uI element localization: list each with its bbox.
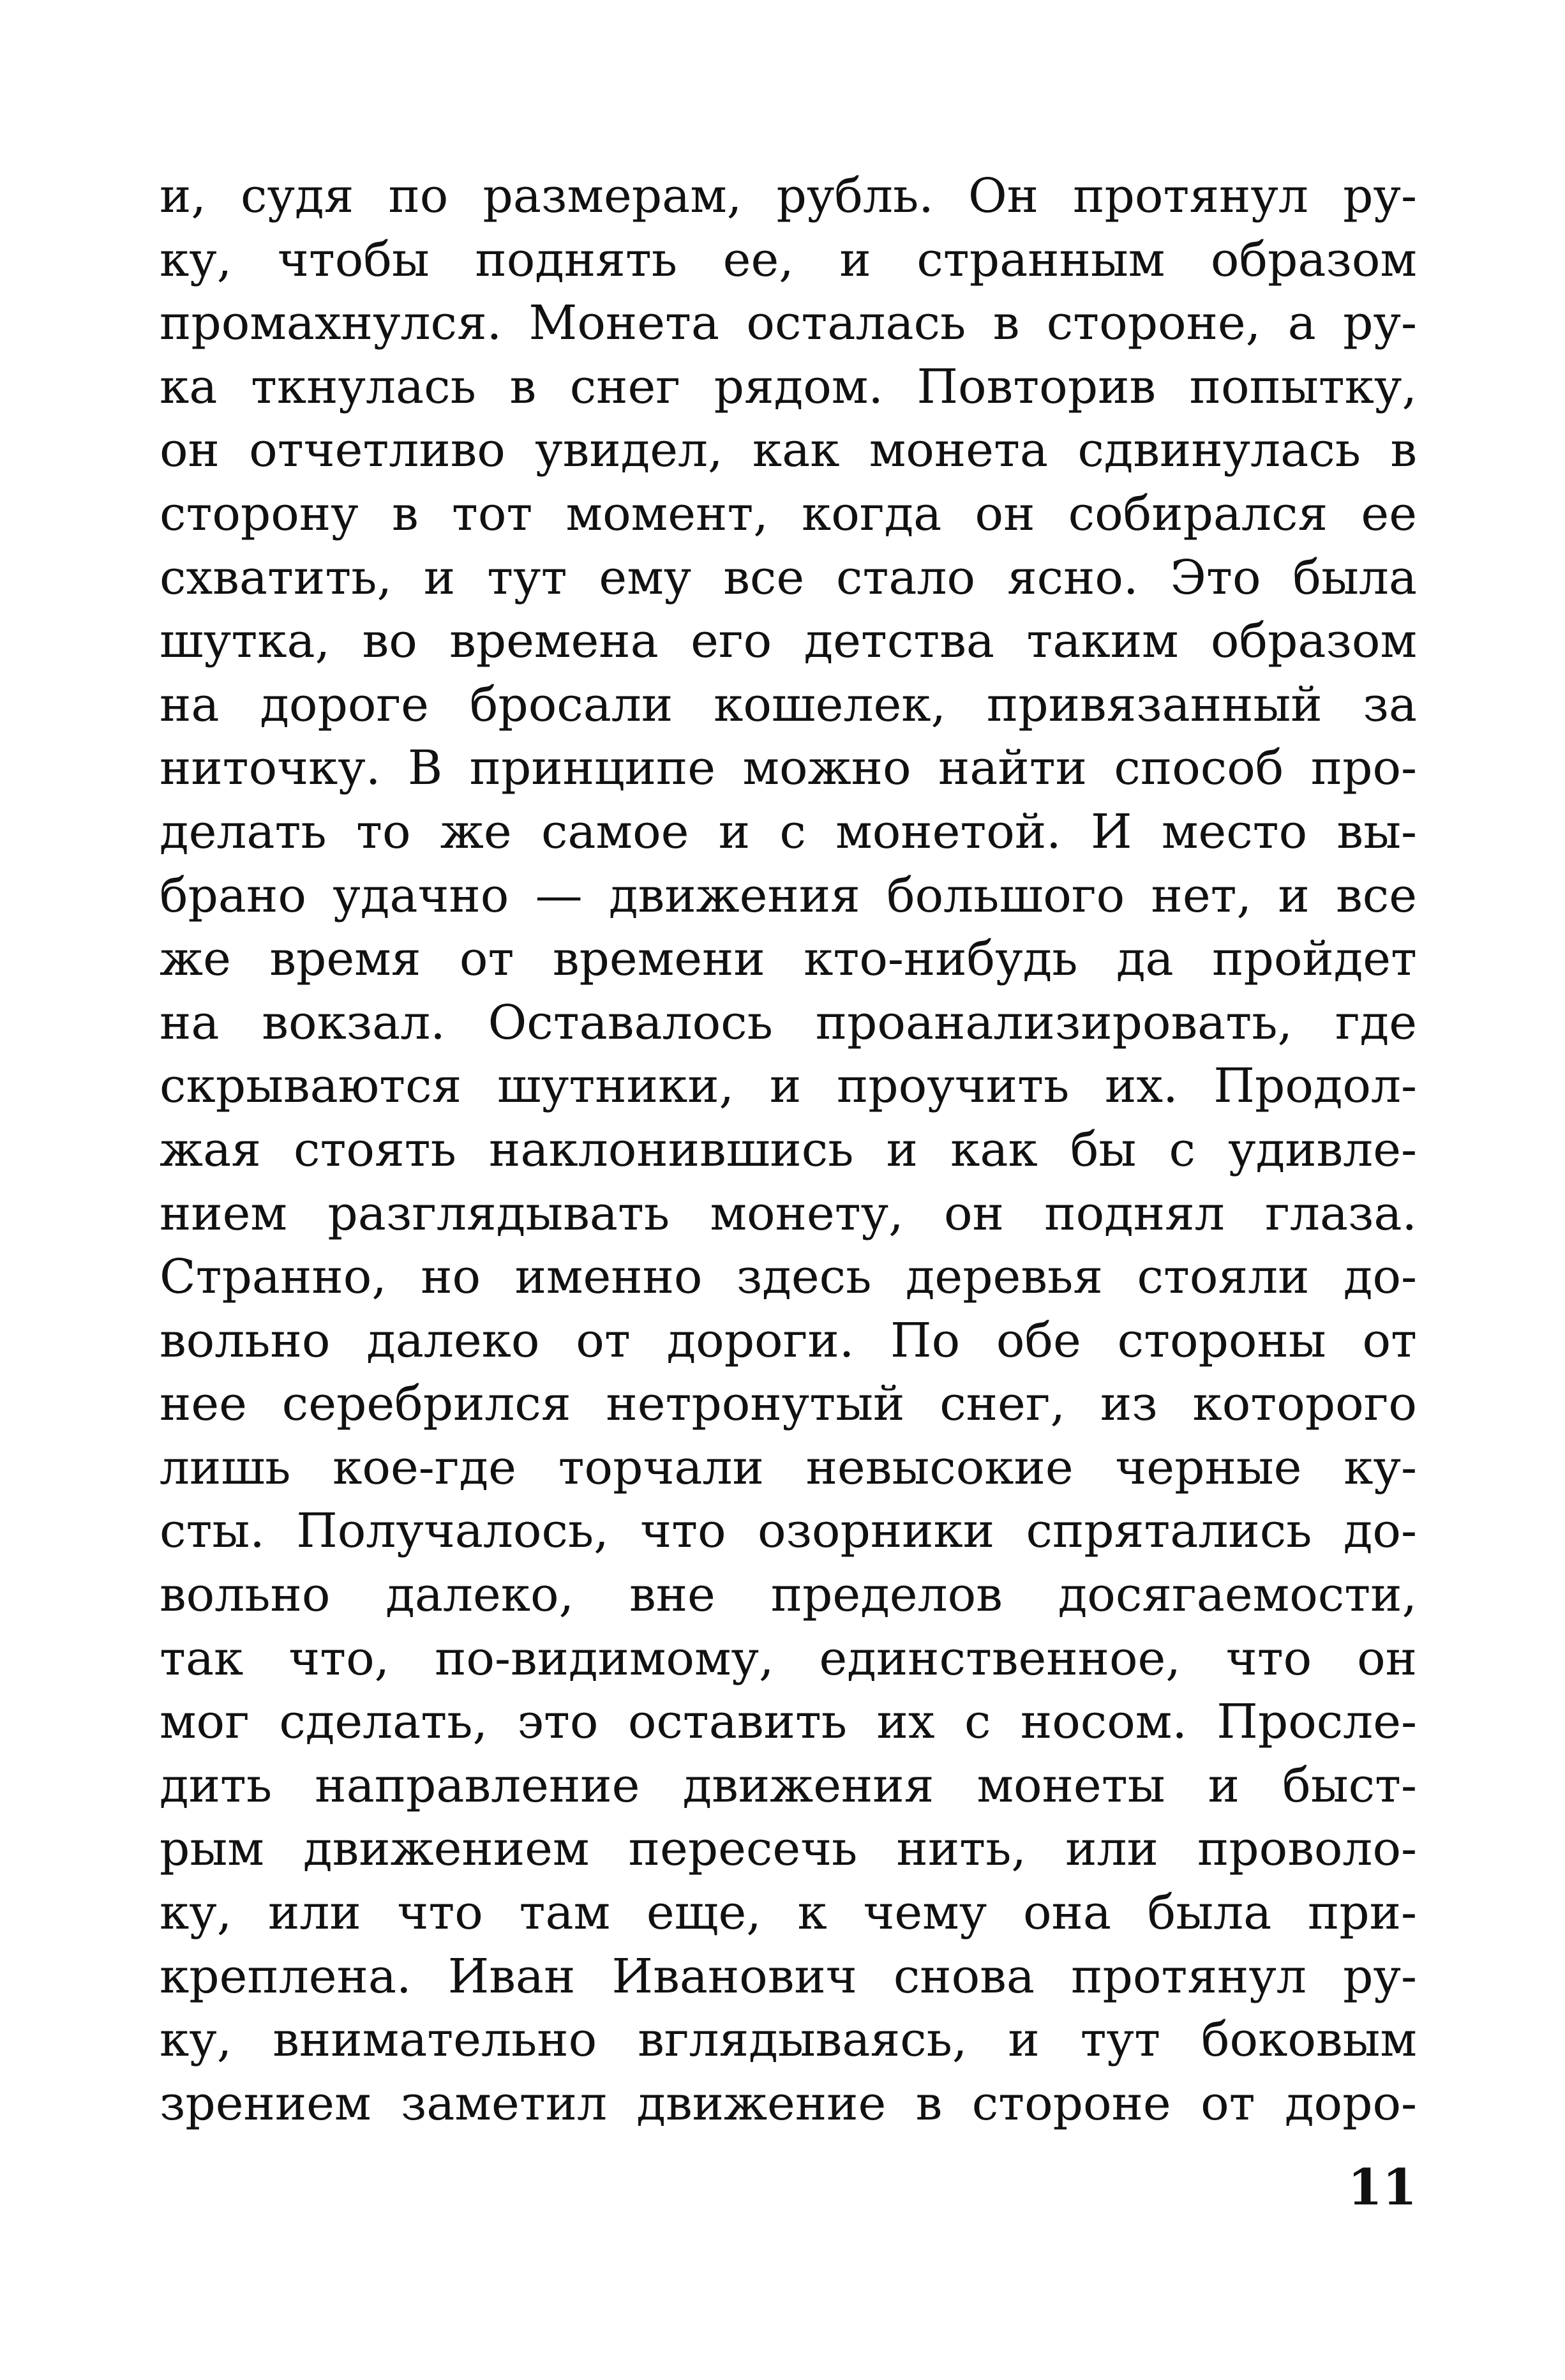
text-line: скрываются шутники, и проучить их. Продол- [160, 1058, 1417, 1114]
text-line: ку, внимательно вглядываясь, и тут боковым [160, 2012, 1417, 2068]
text-line: креплена. Иван Иванович снова протянул ру- [160, 1948, 1417, 2004]
text-line: лишь кое-где торчали невысокие черные ку- [160, 1440, 1417, 1495]
text-line: ка ткнулась в снег рядом. Повторив попытку, [160, 359, 1417, 414]
text-line: вольно далеко от дороги. По обе стороны от [160, 1313, 1417, 1368]
text-line: он отчетливо увидел, как монета сдвинулась в [160, 423, 1417, 478]
page-number: 11 [1347, 2158, 1417, 2217]
text-line: брано удачно — движения большого нет, и все [160, 868, 1417, 923]
text-line: Странно, но именно здесь деревья стояли до- [160, 1249, 1417, 1305]
text-line: сторону в тот момент, когда он собирался ее [160, 486, 1417, 541]
text-line: ку, или что там еще, к чему она была при- [160, 1885, 1417, 1941]
text-line: ниточку. В принципе можно найти способ про- [160, 741, 1417, 796]
body-text [160, 165, 1417, 2135]
text-line: на дороге бросали кошелек, привязанный за [160, 677, 1417, 732]
text-line: промахнулся. Монета осталась в стороне, а ру- [160, 296, 1417, 351]
text-line: сты. Получалось, что озорники спрятались до- [160, 1503, 1417, 1559]
text-line: и, судя по размерам, рубль. Он протянул ру- [160, 169, 1417, 223]
text-line: рым движением пересечь нить, или проволо- [160, 1821, 1417, 1877]
text-line: зрением заметил движение в стороне от доро- [160, 2075, 1417, 2131]
text-line: нее серебрился нетронутый снег, из которого [160, 1376, 1417, 1432]
text-line: же время от времени кто-нибудь да пройдет [160, 931, 1417, 987]
text-line: делать то же самое и с монетой. И место вы- [160, 804, 1417, 859]
text-line: вольно далеко, вне пределов досягаемости, [160, 1567, 1417, 1623]
text-line: жая стоять наклонившись и как бы с удивле- [160, 1122, 1417, 1177]
text-line: ку, чтобы поднять ее, и странным образом [160, 232, 1417, 287]
text-line: на вокзал. Оставалось проанализировать, где [160, 995, 1417, 1050]
text-line: схватить, и тут ему все стало ясно. Это была [160, 550, 1417, 605]
text-line: так что, по-видимому, единственное, что он [160, 1631, 1417, 1686]
text-line: нием разглядывать монету, он поднял глаза. [160, 1186, 1417, 1241]
text-line: дить направление движения монеты и быст- [160, 1758, 1417, 1813]
text-line: шутка, во времена его детства таким образом [160, 614, 1417, 669]
text-line: мог сделать, это оставить их с носом. Просле- [160, 1694, 1417, 1750]
